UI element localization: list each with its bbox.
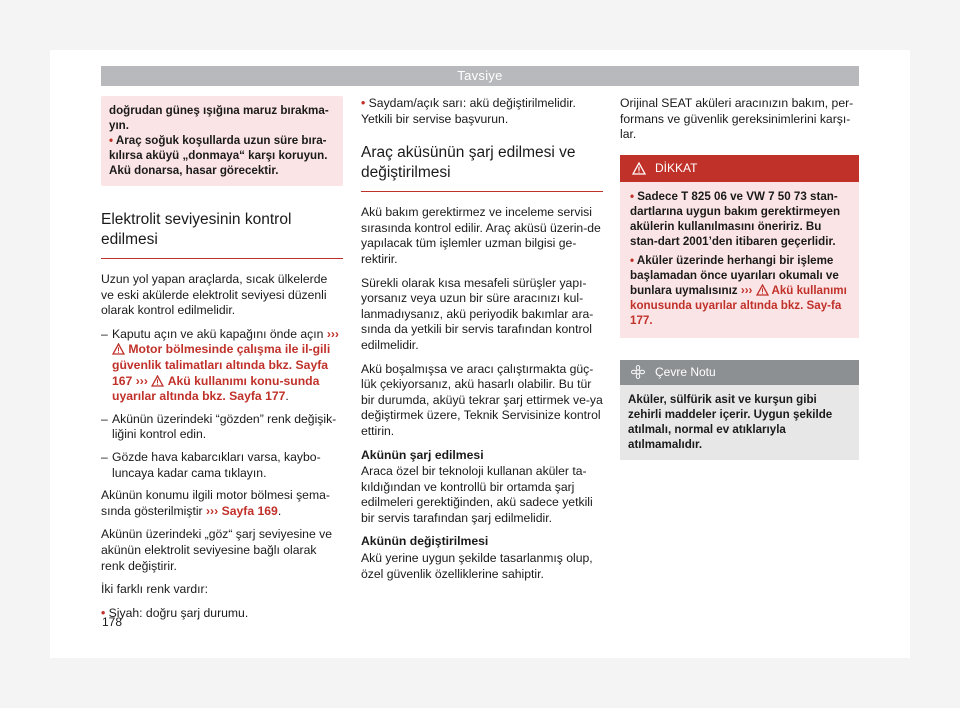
bullet-icon: • bbox=[109, 134, 114, 147]
paragraph-3: Akü boşalmışsa ve aracı çalıştırmakta güç-lük çekiyorsanız, akü hasarlı olabilir. Bu tür bir durumda, aküyü tekrar şarj ettirmek ve-ya değiştirmek üzere, Teknik Servisinize kontrol ettirin. bbox=[361, 361, 603, 438]
eye-paragraph: Akünün üzerindeki „göz“ şarj seviyesine ve akünün elektrolit seviyesine bağlı olarak renk değiştirir. bbox=[101, 527, 332, 573]
step1-text: Kaputu açın ve akü kapağını önde açın bbox=[112, 326, 324, 341]
location-link[interactable]: Sayfa 169 bbox=[221, 503, 278, 518]
dikkat-bullet-1-text: Sadece T 825 06 ve VW 7 50 73 stan-dartlarına uygun bakım gerektirmeyen akülerin kullanılmasını öneririz. Bu stan-dart 2001’den itibaren geçerlidir. bbox=[630, 189, 841, 248]
bullet-icon: • bbox=[630, 189, 635, 203]
environment-note-body: Aküler, sülfürik asit ve kurşun gibi zehirli maddeler içerir. Uygun şekilde atılmalı, normal ev atıklarıyla atılmamalıdır. bbox=[620, 385, 859, 460]
dikkat-bullet-2-text: Aküler üzerinde herhangi bir işleme başlamadan önce uyarıları okumalı ve bunlara uymalısınız bbox=[630, 253, 839, 297]
dash-icon: – bbox=[101, 411, 108, 426]
warning-line: doğrudan güneş ışığına maruz bırakma-yın. bbox=[109, 104, 329, 132]
dikkat-bullet-1 bbox=[630, 189, 849, 249]
dikkat-header bbox=[620, 155, 859, 182]
ref-arrow-icon: ››› bbox=[740, 283, 753, 297]
section-title-electrolyte: Elektrolit seviyesinin kontrol edilmesi bbox=[101, 210, 343, 259]
column-middle bbox=[361, 96, 603, 590]
step-item: – Kaputu açın ve akü kapağını önde açın ››› Motor bölmesinde çalışma ile il-gili güvenlik talimatları altında bkz. Sayfa 167 ››› Akü kullanımı konu-sunda uyarılar altında bkz. Sayfa 177. bbox=[101, 326, 339, 404]
ref-arrow-icon: ››› bbox=[135, 373, 148, 388]
warning-triangle-icon bbox=[151, 375, 164, 387]
paragraph-replace: Akü yerine uygun şekilde tasarlanmış olup, özel güvenlik özelliklerine sahiptir. bbox=[361, 551, 593, 581]
subheading-charge: Akünün şarj edilmesi bbox=[361, 447, 484, 462]
warning-bullet bbox=[109, 133, 335, 178]
step-item bbox=[101, 412, 343, 443]
warning-triangle-icon bbox=[632, 162, 646, 175]
ref-arrow-icon: ››› bbox=[206, 503, 219, 518]
section-title-charging: Araç aküsünün şarj edilmesi ve değiştirilmesi bbox=[361, 143, 603, 192]
column-right bbox=[620, 96, 859, 460]
environment-note-box bbox=[620, 360, 859, 460]
dikkat-title: DİKKAT bbox=[655, 160, 698, 175]
bullet-yellow-text: Saydam/açık sarı: akü değiştirilmelidir. Yetkili bir servise başvurun. bbox=[361, 96, 576, 126]
bullet-icon: • bbox=[361, 96, 366, 110]
bullet-black-text: Siyah: doğru şarj durumu. bbox=[108, 605, 249, 620]
paragraph-charge: Araca özel bir teknoloji kullanan aküler ta-kıldığından ve kontrollü bir ortamda şarj edilmeleri gerektiğinden, akü sadece yetkili bir servis tarafından şarj edilmelidir. bbox=[361, 464, 593, 525]
step1-link-battery[interactable]: Akü kullanımı konu-sunda uyarılar altında bkz. Sayfa 177 bbox=[112, 373, 320, 404]
warning-bullet-text: Araç soğuk koşullarda uzun süre bıra-kılırsa aküyü „donmaya“ karşı koruyun. Akü donarsa, hasar görecektir. bbox=[109, 134, 328, 177]
bullet-black bbox=[101, 606, 343, 622]
step2-text: Akünün üzerindeki “gözden” renk değişik-liğini kontrol edin. bbox=[112, 411, 337, 442]
page-number: 178 bbox=[102, 615, 123, 629]
bullet-icon: • bbox=[630, 253, 635, 267]
bullet-icon: • bbox=[101, 605, 106, 620]
environment-note-title: Çevre Notu bbox=[655, 364, 716, 379]
warning-box-continued bbox=[101, 96, 343, 186]
environment-note-header bbox=[620, 360, 859, 385]
intro-paragraph-right: Orijinal SEAT aküleri aracınızın bakım, per-formans ve güvenlik gereksinimlerini karşı-lar. bbox=[620, 96, 854, 142]
paragraph-2: Sürekli olarak kısa mesafeli sürüşler yapı-yorsanız veya uzun bir süre aracınızı kul-lanmadıysanız, akü periyodik bakımlar ara-sında da yetkili bir servis tarafından kontrol edilmelidir. bbox=[361, 275, 594, 352]
warning-triangle-icon bbox=[112, 343, 125, 355]
location-paragraph: Akünün konumu ilgili motor bölmesi şema-sında gösterilmiştir ››› Sayfa 169. bbox=[101, 488, 330, 518]
column-left bbox=[101, 96, 343, 629]
dikkat-body bbox=[620, 182, 859, 338]
warning-triangle-icon bbox=[756, 284, 769, 296]
subheading-replace: Akünün değiştirilmesi bbox=[361, 534, 489, 549]
step3-text: Gözde hava kabarcıkları varsa, kaybo-luncaya kadar cama tıklayın. bbox=[112, 449, 321, 480]
dikkat-box bbox=[620, 155, 859, 338]
dikkat-bullet-2 bbox=[630, 253, 849, 328]
step1-link-safety[interactable]: Motor bölmesinde çalışma ile il-gili güvenlik talimatları altında bkz. Sayfa 167 bbox=[112, 342, 331, 388]
dikkat-link[interactable]: Akü kullanımı konusunda uyarılar altında bkz. Say-fa 177. bbox=[630, 283, 847, 327]
flower-icon bbox=[631, 365, 645, 379]
page-header-bar bbox=[101, 66, 859, 86]
paragraph-1: Akü bakım gerektirmez ve inceleme servisi sırasında kontrol edilir. Araç aküsü üzerin-de yapılacak tüm işlemler uzman bilgisi ge-rektirir. bbox=[361, 205, 601, 266]
location-text: Akünün konumu ilgili motor bölmesi şema-sında gösterilmiştir bbox=[101, 488, 330, 518]
dash-icon: – bbox=[101, 326, 108, 341]
step-item bbox=[101, 450, 343, 481]
header-title: Tavsiye bbox=[457, 68, 503, 83]
dash-icon: – bbox=[101, 449, 108, 464]
intro-paragraph: Uzun yol yapan araçlarda, sıcak ülkelerde ve eski akülerde elektrolit seviyesi düzenli olarak kontrol edilmelidir. bbox=[101, 272, 328, 318]
bullet-yellow bbox=[361, 96, 603, 127]
colors-paragraph: İki farklı renk vardır: bbox=[101, 582, 209, 597]
ref-arrow-icon: ››› bbox=[326, 326, 339, 341]
